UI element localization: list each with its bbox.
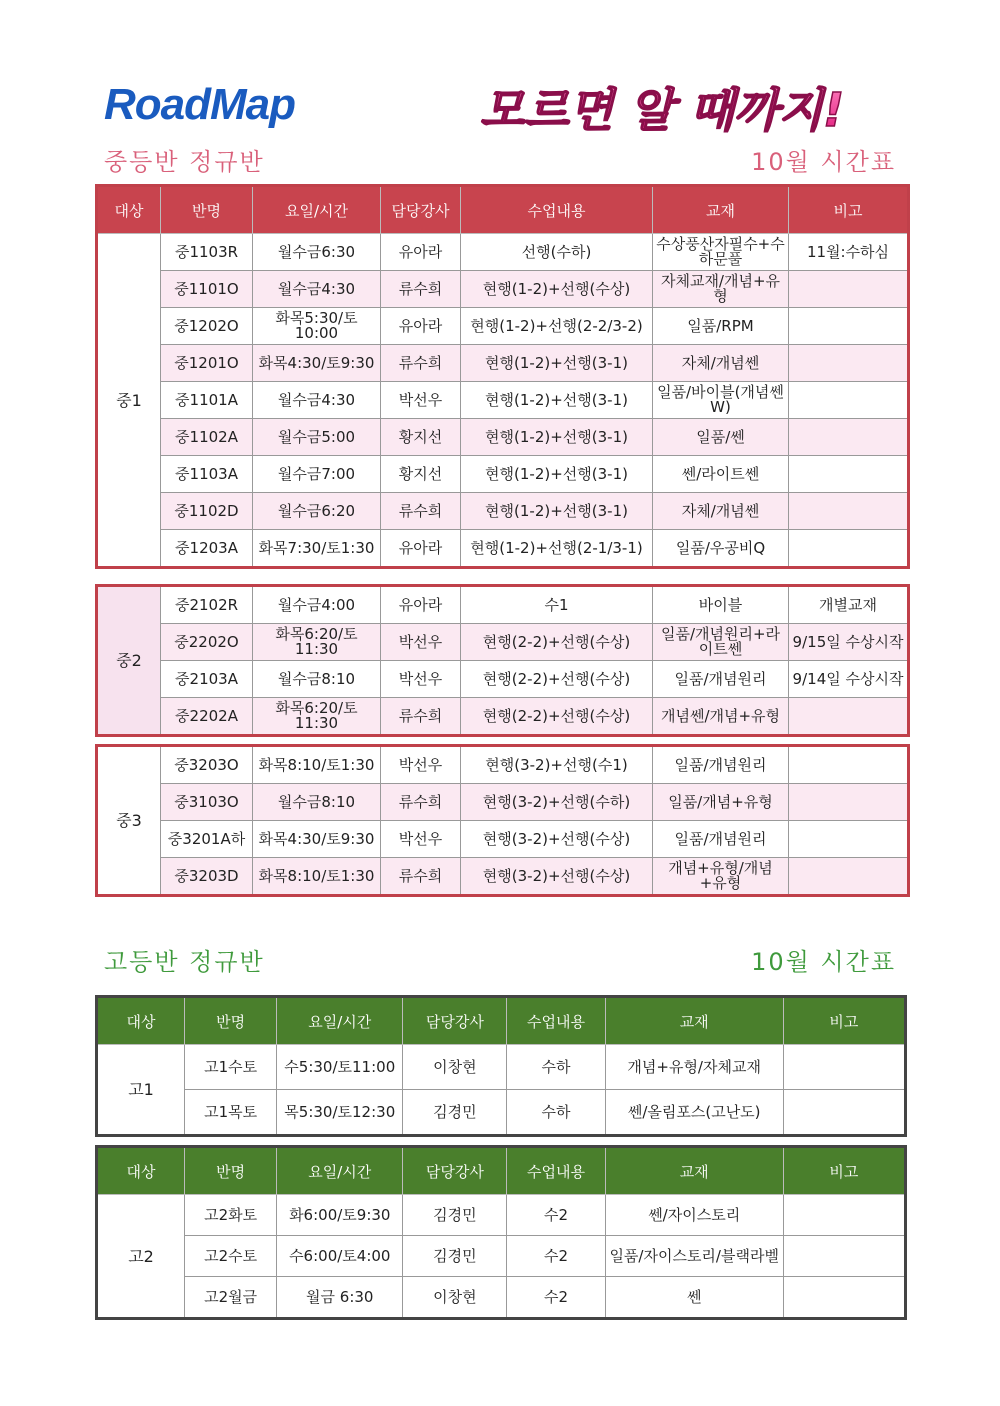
column-header-class: 반명 bbox=[185, 997, 277, 1045]
table-row bbox=[97, 1195, 906, 1236]
time-cell: 월수금4:30 bbox=[253, 382, 381, 419]
class-name-cell: 고1수토 bbox=[185, 1045, 277, 1090]
textbook-cell: 일품/개념원리 bbox=[653, 661, 789, 698]
content-cell: 현행(2-2)+선행(수상) bbox=[461, 624, 653, 661]
note-cell bbox=[789, 271, 909, 308]
textbook-cell: 개념쎈/개념+유형 bbox=[653, 698, 789, 736]
table-row bbox=[97, 698, 909, 736]
table-row bbox=[97, 493, 909, 530]
column-header-time: 요일/시간 bbox=[277, 997, 403, 1045]
table-row bbox=[97, 271, 909, 308]
textbook-cell: 자체교재/개념+유형 bbox=[653, 271, 789, 308]
table-row bbox=[97, 1090, 906, 1136]
textbook-cell: 쎈/올림포스(고난도) bbox=[605, 1090, 783, 1136]
note-cell bbox=[789, 530, 909, 568]
class-name-cell: 중3201A하 bbox=[161, 821, 253, 858]
time-cell: 월금 6:30 bbox=[277, 1277, 403, 1319]
content-cell: 현행(1-2)+선행(3-1) bbox=[461, 419, 653, 456]
note-cell bbox=[783, 1090, 905, 1136]
note-cell bbox=[789, 821, 909, 858]
high-timetable-group-2 bbox=[95, 1145, 907, 1320]
class-name-cell: 고2월금 bbox=[185, 1277, 277, 1319]
teacher-cell: 이창현 bbox=[403, 1045, 507, 1090]
time-cell: 월수금7:00 bbox=[253, 456, 381, 493]
note-cell bbox=[783, 1277, 905, 1319]
middle-timetable-group-1 bbox=[95, 184, 910, 569]
column-header-class: 반명 bbox=[185, 1147, 277, 1195]
table-row bbox=[97, 586, 909, 624]
content-cell: 수2 bbox=[507, 1195, 605, 1236]
column-header-time: 요일/시간 bbox=[253, 186, 381, 234]
content-cell: 수2 bbox=[507, 1277, 605, 1319]
content-cell: 현행(1-2)+선행(3-1) bbox=[461, 456, 653, 493]
column-header-teacher: 담당강사 bbox=[381, 186, 461, 234]
note-cell bbox=[789, 493, 909, 530]
time-cell: 화목4:30/토9:30 bbox=[253, 345, 381, 382]
time-cell: 수6:00/토4:00 bbox=[277, 1236, 403, 1277]
content-cell: 현행(2-2)+선행(수상) bbox=[461, 698, 653, 736]
class-name-cell: 중1201O bbox=[161, 345, 253, 382]
time-cell: 월수금8:10 bbox=[253, 784, 381, 821]
table-row bbox=[97, 858, 909, 896]
column-header-content: 수업내용 bbox=[461, 186, 653, 234]
group-label-cell: 중3 bbox=[97, 746, 161, 896]
column-header-target: 대상 bbox=[97, 1147, 185, 1195]
teacher-cell: 박선우 bbox=[381, 382, 461, 419]
class-name-cell: 중2202O bbox=[161, 624, 253, 661]
teacher-cell: 류수희 bbox=[381, 858, 461, 896]
group-label-cell: 중2 bbox=[97, 586, 161, 736]
table-header-row bbox=[97, 1147, 906, 1195]
class-name-cell: 중2102R bbox=[161, 586, 253, 624]
column-header-time: 요일/시간 bbox=[277, 1147, 403, 1195]
textbook-cell: 일품/자이스토리/블랙라벨 bbox=[605, 1236, 783, 1277]
teacher-cell: 박선우 bbox=[381, 821, 461, 858]
class-name-cell: 중1101A bbox=[161, 382, 253, 419]
table-row bbox=[97, 1045, 906, 1090]
teacher-cell: 유아라 bbox=[381, 308, 461, 345]
textbook-cell: 일품/RPM bbox=[653, 308, 789, 345]
column-header-textbook: 교재 bbox=[653, 186, 789, 234]
textbook-cell: 쎈/자이스토리 bbox=[605, 1195, 783, 1236]
teacher-cell: 유아라 bbox=[381, 234, 461, 271]
content-cell: 현행(2-2)+선행(수상) bbox=[461, 661, 653, 698]
note-cell: 11월:수하심 bbox=[789, 234, 909, 271]
textbook-cell: 쎈 bbox=[605, 1277, 783, 1319]
note-cell bbox=[789, 456, 909, 493]
time-cell: 월수금4:30 bbox=[253, 271, 381, 308]
teacher-cell: 김경민 bbox=[403, 1090, 507, 1136]
teacher-cell: 류수희 bbox=[381, 784, 461, 821]
textbook-cell: 수상풍산자필수+수하문풀 bbox=[653, 234, 789, 271]
class-name-cell: 중2202A bbox=[161, 698, 253, 736]
column-header-note: 비고 bbox=[783, 1147, 905, 1195]
teacher-cell: 황지선 bbox=[381, 456, 461, 493]
class-name-cell: 중1103R bbox=[161, 234, 253, 271]
time-cell: 화목8:10/토1:30 bbox=[253, 858, 381, 896]
note-cell: 개별교재 bbox=[789, 586, 909, 624]
content-cell: 수2 bbox=[507, 1236, 605, 1277]
textbook-cell: 개념+유형/개념+유형 bbox=[653, 858, 789, 896]
time-cell: 화목5:30/토10:00 bbox=[253, 308, 381, 345]
teacher-cell: 류수희 bbox=[381, 698, 461, 736]
high-section-title: 고등반 정규반 bbox=[104, 948, 265, 976]
note-cell bbox=[789, 698, 909, 736]
class-name-cell: 중2103A bbox=[161, 661, 253, 698]
teacher-cell: 박선우 bbox=[381, 661, 461, 698]
table-row bbox=[97, 1236, 906, 1277]
teacher-cell: 박선우 bbox=[381, 746, 461, 784]
textbook-cell: 일품/바이블(개념쎈W) bbox=[653, 382, 789, 419]
note-cell bbox=[783, 1236, 905, 1277]
time-cell: 화목6:20/토11:30 bbox=[253, 624, 381, 661]
column-header-textbook: 교재 bbox=[605, 1147, 783, 1195]
high-section-subtitle: 10월 시간표 bbox=[751, 948, 896, 976]
textbook-cell: 바이블 bbox=[653, 586, 789, 624]
content-cell: 현행(3-2)+선행(수상) bbox=[461, 821, 653, 858]
column-header-target: 대상 bbox=[97, 997, 185, 1045]
column-header-teacher: 담당강사 bbox=[403, 1147, 507, 1195]
note-cell bbox=[789, 345, 909, 382]
teacher-cell: 유아라 bbox=[381, 530, 461, 568]
table-row bbox=[97, 345, 909, 382]
note-cell: 9/15일 수상시작 bbox=[789, 624, 909, 661]
class-name-cell: 중1102D bbox=[161, 493, 253, 530]
textbook-cell: 자체/개념쎈 bbox=[653, 345, 789, 382]
table-row bbox=[97, 530, 909, 568]
table-row bbox=[97, 661, 909, 698]
content-cell: 선행(수하) bbox=[461, 234, 653, 271]
textbook-cell: 일품/쎈 bbox=[653, 419, 789, 456]
group-label-cell: 고2 bbox=[97, 1195, 185, 1319]
class-name-cell: 중1103A bbox=[161, 456, 253, 493]
textbook-cell: 자체/개념쎈 bbox=[653, 493, 789, 530]
table-row bbox=[97, 746, 909, 784]
class-name-cell: 중1102A bbox=[161, 419, 253, 456]
slogan-text: 모르면 알 때까지! bbox=[480, 83, 845, 137]
textbook-cell: 일품/개념+유형 bbox=[653, 784, 789, 821]
table-header-row bbox=[97, 186, 909, 234]
time-cell: 화목6:20/토11:30 bbox=[253, 698, 381, 736]
textbook-cell: 일품/개념원리+라이트쎈 bbox=[653, 624, 789, 661]
note-cell bbox=[783, 1195, 905, 1236]
textbook-cell: 일품/개념원리 bbox=[653, 746, 789, 784]
note-cell bbox=[789, 746, 909, 784]
group-label-cell: 고1 bbox=[97, 1045, 185, 1136]
class-name-cell: 중1101O bbox=[161, 271, 253, 308]
table-row bbox=[97, 821, 909, 858]
note-cell bbox=[789, 784, 909, 821]
column-header-content: 수업내용 bbox=[507, 997, 605, 1045]
table-row bbox=[97, 234, 909, 271]
middle-timetable-group-3 bbox=[95, 744, 910, 897]
table-row bbox=[97, 419, 909, 456]
table-row bbox=[97, 624, 909, 661]
note-cell bbox=[789, 419, 909, 456]
note-cell bbox=[789, 308, 909, 345]
teacher-cell: 류수희 bbox=[381, 493, 461, 530]
time-cell: 월수금8:10 bbox=[253, 661, 381, 698]
class-name-cell: 고1목토 bbox=[185, 1090, 277, 1136]
time-cell: 월수금4:00 bbox=[253, 586, 381, 624]
content-cell: 현행(1-2)+선행(수상) bbox=[461, 271, 653, 308]
column-header-target: 대상 bbox=[97, 186, 161, 234]
middle-section-title: 중등반 정규반 bbox=[104, 148, 265, 176]
time-cell: 목5:30/토12:30 bbox=[277, 1090, 403, 1136]
table-row bbox=[97, 784, 909, 821]
time-cell: 월수금5:00 bbox=[253, 419, 381, 456]
note-cell bbox=[789, 858, 909, 896]
table-row bbox=[97, 1277, 906, 1319]
textbook-cell: 일품/개념원리 bbox=[653, 821, 789, 858]
table-header-row bbox=[97, 997, 906, 1045]
column-header-content: 수업내용 bbox=[507, 1147, 605, 1195]
content-cell: 현행(3-2)+선행(수하) bbox=[461, 784, 653, 821]
content-cell: 현행(3-2)+선행(수1) bbox=[461, 746, 653, 784]
column-header-teacher: 담당강사 bbox=[403, 997, 507, 1045]
class-name-cell: 중3103O bbox=[161, 784, 253, 821]
slogan-banner bbox=[476, 76, 896, 140]
content-cell: 현행(1-2)+선행(3-1) bbox=[461, 493, 653, 530]
teacher-cell: 황지선 bbox=[381, 419, 461, 456]
teacher-cell: 이창현 bbox=[403, 1277, 507, 1319]
column-header-class: 반명 bbox=[161, 186, 253, 234]
teacher-cell: 박선우 bbox=[381, 624, 461, 661]
table-row bbox=[97, 308, 909, 345]
time-cell: 화6:00/토9:30 bbox=[277, 1195, 403, 1236]
class-name-cell: 중3203O bbox=[161, 746, 253, 784]
teacher-cell: 류수희 bbox=[381, 345, 461, 382]
content-cell: 수하 bbox=[507, 1045, 605, 1090]
textbook-cell: 쎈/라이트쎈 bbox=[653, 456, 789, 493]
group-label-cell: 중1 bbox=[97, 234, 161, 568]
high-timetable-group-1 bbox=[95, 995, 907, 1137]
content-cell: 현행(1-2)+선행(3-1) bbox=[461, 382, 653, 419]
roadmap-logo: RoadMap bbox=[104, 80, 295, 129]
content-cell: 수하 bbox=[507, 1090, 605, 1136]
column-header-note: 비고 bbox=[783, 997, 905, 1045]
teacher-cell: 김경민 bbox=[403, 1236, 507, 1277]
textbook-cell: 개념+유형/자체교재 bbox=[605, 1045, 783, 1090]
middle-section-subtitle: 10월 시간표 bbox=[751, 148, 896, 176]
content-cell: 수1 bbox=[461, 586, 653, 624]
time-cell: 화목7:30/토1:30 bbox=[253, 530, 381, 568]
class-name-cell: 중1202O bbox=[161, 308, 253, 345]
content-cell: 현행(3-2)+선행(수상) bbox=[461, 858, 653, 896]
teacher-cell: 류수희 bbox=[381, 271, 461, 308]
class-name-cell: 고2화토 bbox=[185, 1195, 277, 1236]
class-name-cell: 중3203D bbox=[161, 858, 253, 896]
class-name-cell: 고2수토 bbox=[185, 1236, 277, 1277]
teacher-cell: 김경민 bbox=[403, 1195, 507, 1236]
note-cell bbox=[789, 382, 909, 419]
time-cell: 월수금6:20 bbox=[253, 493, 381, 530]
time-cell: 수5:30/토11:00 bbox=[277, 1045, 403, 1090]
class-name-cell: 중1203A bbox=[161, 530, 253, 568]
time-cell: 화목8:10/토1:30 bbox=[253, 746, 381, 784]
time-cell: 화목4:30/토9:30 bbox=[253, 821, 381, 858]
table-row bbox=[97, 456, 909, 493]
content-cell: 현행(1-2)+선행(3-1) bbox=[461, 345, 653, 382]
content-cell: 현행(1-2)+선행(2-2/3-2) bbox=[461, 308, 653, 345]
table-row bbox=[97, 382, 909, 419]
note-cell: 9/14일 수상시작 bbox=[789, 661, 909, 698]
content-cell: 현행(1-2)+선행(2-1/3-1) bbox=[461, 530, 653, 568]
column-header-note: 비고 bbox=[789, 186, 909, 234]
time-cell: 월수금6:30 bbox=[253, 234, 381, 271]
teacher-cell: 유아라 bbox=[381, 586, 461, 624]
middle-timetable-group-2 bbox=[95, 584, 910, 737]
textbook-cell: 일품/우공비Q bbox=[653, 530, 789, 568]
column-header-textbook: 교재 bbox=[605, 997, 783, 1045]
note-cell bbox=[783, 1045, 905, 1090]
